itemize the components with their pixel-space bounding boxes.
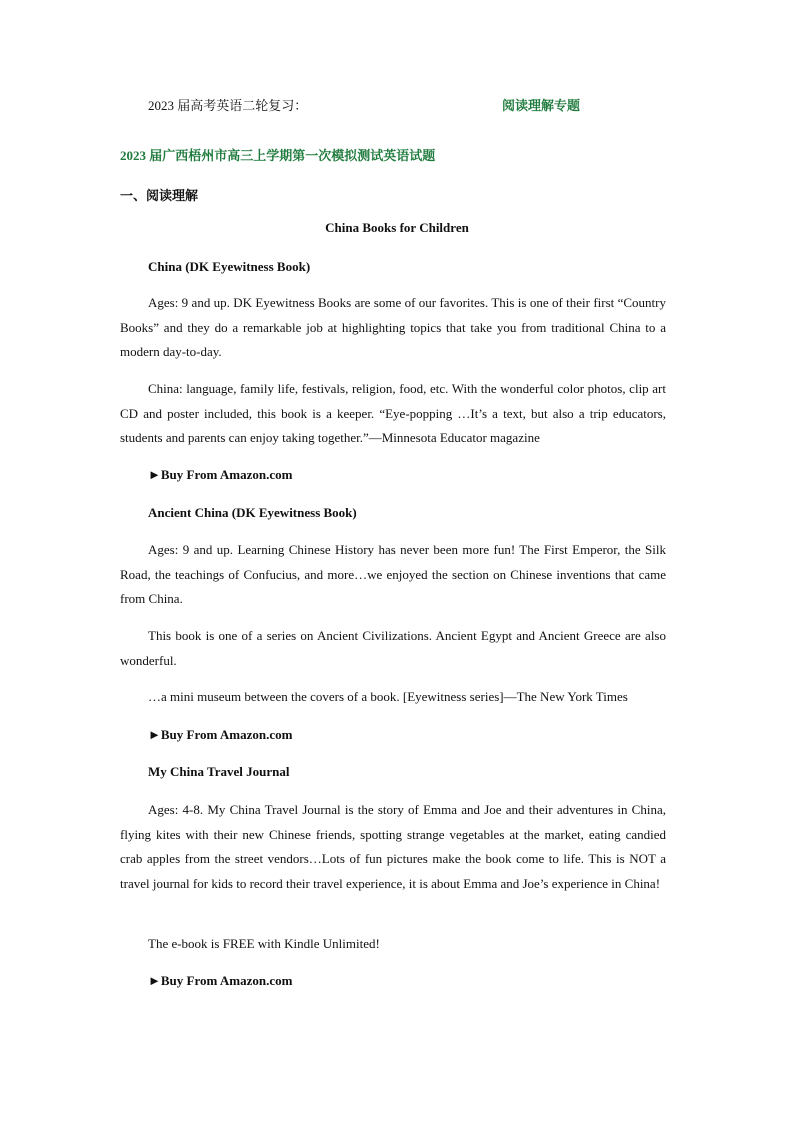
header-right: 阅读理解专题 xyxy=(502,98,581,113)
buy-link[interactable]: ►Buy From Amazon.com xyxy=(148,973,293,988)
book-title: My China Travel Journal xyxy=(148,764,290,779)
book-paragraph: Ages: 9 and up. DK Eyewitness Books are some of our favorites. This is one of their first “Country Books” and they do a remarkable job at highlighting topics that take you from traditional China to a modern day-to-day. xyxy=(120,295,666,359)
book-paragraph: Ages: 4-8. My China Travel Journal is the story of Emma and Joe and their adventures in China, flying kites with their new Chinese friends, spotting strange vegetables at the market, eating candied crab apples from the street vendors…Lots of fun pictures make the book come to life. This is NOT a travel journal for kids to record their travel experience, it is about Emma and Joe’s experience in China! xyxy=(120,802,666,891)
exam-title: 2023 届广西梧州市高三上学期第一次模拟测试英语试题 xyxy=(120,148,436,163)
header-left: 2023 届高考英语二轮复习： xyxy=(148,98,308,113)
book-title: China (DK Eyewitness Book) xyxy=(148,259,311,274)
article-title: China Books for Children xyxy=(325,220,469,235)
buy-link[interactable]: ►Buy From Amazon.com xyxy=(148,467,293,482)
section-heading: 一、阅读理解 xyxy=(120,188,199,203)
book-paragraph: The e-book is FREE with Kindle Unlimited! xyxy=(148,936,380,951)
book-title: Ancient China (DK Eyewitness Book) xyxy=(148,505,357,520)
buy-link[interactable]: ►Buy From Amazon.com xyxy=(148,727,293,742)
book-paragraph: …a mini museum between the covers of a book. [Eyewitness series]—The New York Times xyxy=(148,689,628,704)
book-paragraph: Ages: 9 and up. Learning Chinese History has never been more fun! The First Emperor, the Silk Road, the teachings of Confucius, and more…we enjoyed the section on Chinese inventions that came from China. xyxy=(120,542,666,606)
book-paragraph: This book is one of a series on Ancient Civilizations. Ancient Egypt and Ancient Greece are also wonderful. xyxy=(120,628,666,668)
book-paragraph: China: language, family life, festivals, religion, food, etc. With the wonderful color photos, clip art CD and poster included, this book is a keeper. “Eye-popping …It’s a text, but also a trip educators, students and parents can enjoy taking together.”—Minnesota Educator magazine xyxy=(120,381,666,445)
